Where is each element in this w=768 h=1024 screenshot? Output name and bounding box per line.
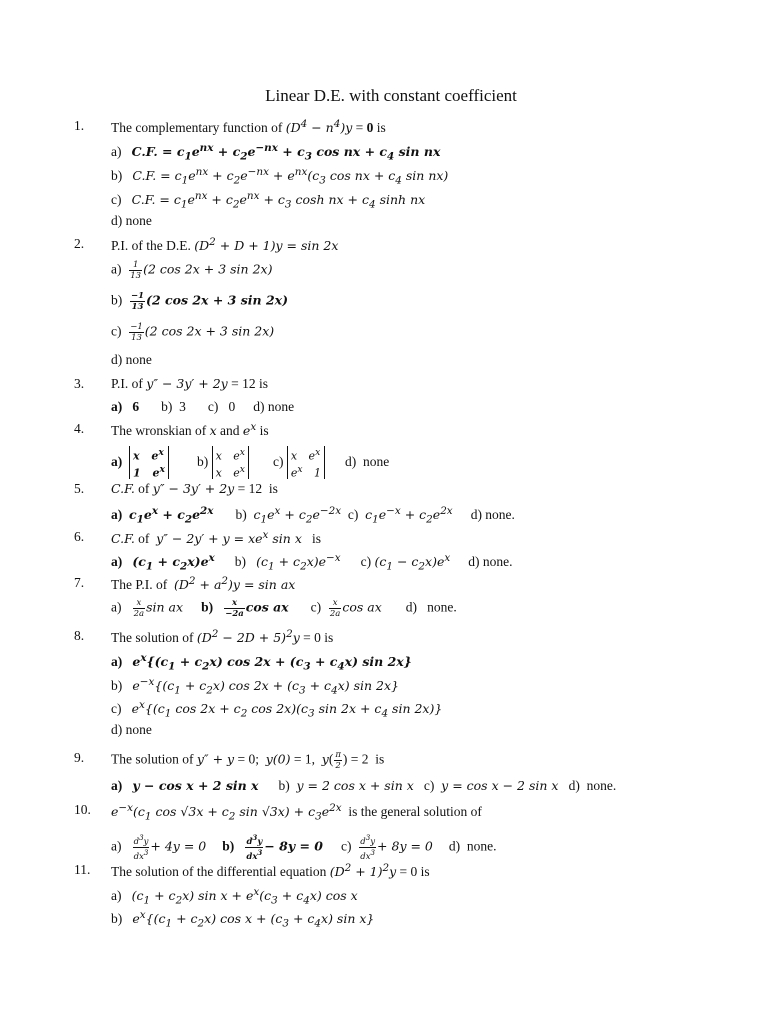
page-title: Linear D.E. with constant coefficient bbox=[265, 86, 517, 105]
option-1d: d) none bbox=[111, 213, 152, 228]
question-11: 11. The solution of the differential equation $(D^2 + 1)^2y = 0$ is bbox=[74, 862, 430, 880]
option-1c: c) C.F. = $c_1e^{nx} + c_2e^{nx} + c_3$ cosh nx + $c_4$ sinh nx bbox=[111, 190, 426, 211]
question-number: 1. bbox=[74, 118, 85, 133]
option-8c: c) $e^x\{(c_1$ $\cos 2x + c_2$ $\cos 2x)(c_3$ $\sin 2x + c_4$ sin 2x)} bbox=[111, 699, 443, 720]
option-2a: a) $\frac{1}{13}$ (2 cos 2x + 3 sin 2x) bbox=[111, 260, 273, 281]
question-8: 8. The solution of $(D^2 - 2D + 5)^2y = 0$ is bbox=[74, 628, 334, 646]
question-2: 2. P.I. of the D.E. $(D^2 + D + 1)y = \sin 2x$ bbox=[74, 236, 339, 254]
option-11b: b) $e^x\{(c_1 + c_2x)$ $\cos x + (c_3 + c_4x)$ sin x} bbox=[111, 909, 375, 930]
question-7: 7. The P.I. of $(D^2 + a^2)y = \sin$ ax bbox=[74, 575, 296, 593]
options-5: a) $c_1e^x + c_2e^{2x}$ b) $c_1e^x + c_2e^{-2x}$ c) $c_1e^{-x} + c_2e^{2x}$ d) none. bbox=[111, 505, 515, 526]
question-1 bbox=[0, 118, 768, 142]
options-6: a) $(c_1 + c_2x)e^x$ b) $(c_1 + c_2x)e^{-x}$ c) $(c_1 - c_2x)e^x$ d) none. bbox=[111, 552, 513, 573]
question-4: 4. The wronskian of x and $e^x$ is bbox=[74, 421, 269, 439]
question-6: 6. C.F. of $y'' - 2y' + y = xe^x$ sin x is bbox=[74, 529, 322, 547]
question-text: The complementary function of $(D^4 - n^4)y = 0$ is bbox=[111, 118, 386, 136]
options-9: a) y − cos x + 2 sin x b) y = 2 cos x + sin x c) y = cos x − 2 sin x d) none. bbox=[111, 778, 617, 793]
option-1a: a) C.F. = $c_1e^{nx} + c_2e^{-nx} + c_3$ cos nx + $c_4$ sin nx bbox=[111, 142, 441, 163]
options-7: a) $\frac{x}{2a}$ sin ax b) $\frac{x}{-2a}$ cos ax c) $\frac{x}{2a}$ cos ax d) none. bbox=[111, 598, 457, 619]
question-10: 10. $e^{-x}(c_1$ $\cos √3x + c_2$ $\sin √3x) + c_3e^{2x}$ is the general solution of bbox=[74, 802, 482, 823]
question-3: 3. P.I. of y″ − 3y′ + 2y = 12 is bbox=[74, 376, 268, 391]
option-2b: b) $\frac{-1}{13}$ (2 cos 2x + 3 sin 2x) bbox=[111, 291, 289, 312]
question-9: 9. The solution of y″ + y = 0; y(0) = 1, y( $\frac{\pi}{2}$ ) = 2 is bbox=[74, 750, 385, 771]
option-8d: d) none bbox=[111, 722, 152, 737]
option-1b: b) C.F. = $c_1e^{nx} + c_2e^{-nx} + e^{nx}(c_3$ cos nx + $c_4$ sin nx) bbox=[111, 166, 449, 187]
options-4: a) x $e^x$ 1 $e^x$ b) x $e^x$ x $e^x$ c) x $e^x$ $e^x$ 1 d) none bbox=[111, 447, 390, 480]
option-8a: a) $e^x\{(c_1 + c_2x)$ $\cos 2x + (c_3 + c_4x)$ sin 2x} bbox=[111, 652, 412, 673]
option-8b: b) $e^{-x}\{(c_1 + c_2x)$ $\cos 2x + (c_3 + c_4x)$ sin 2x} bbox=[111, 676, 399, 697]
option-2c: c) $\frac{-1}{13}$ (2 cos 2x + 3 sin 2x) bbox=[111, 322, 275, 343]
option-2d: d) none bbox=[111, 352, 152, 367]
question-5: 5. C.F. of y″ − 3y′ + 2y = 12 is bbox=[74, 481, 278, 496]
option-11a: a) $(c_1 + c_2x)$ $\sin x + e^x(c_3 + c_4x)$ cos x bbox=[111, 886, 358, 907]
options-3: a) 6 b) 3 c) 0 d) none bbox=[111, 399, 295, 414]
options-10: a) $\frac{d^3y}{dx^3}$ + 4y = 0 b) $\frac{d^3y}{dx^3}$ − 8y = 0 c) $\frac{d^3y}{dx^3}$ + 8y = 0 d) none. bbox=[111, 833, 497, 862]
